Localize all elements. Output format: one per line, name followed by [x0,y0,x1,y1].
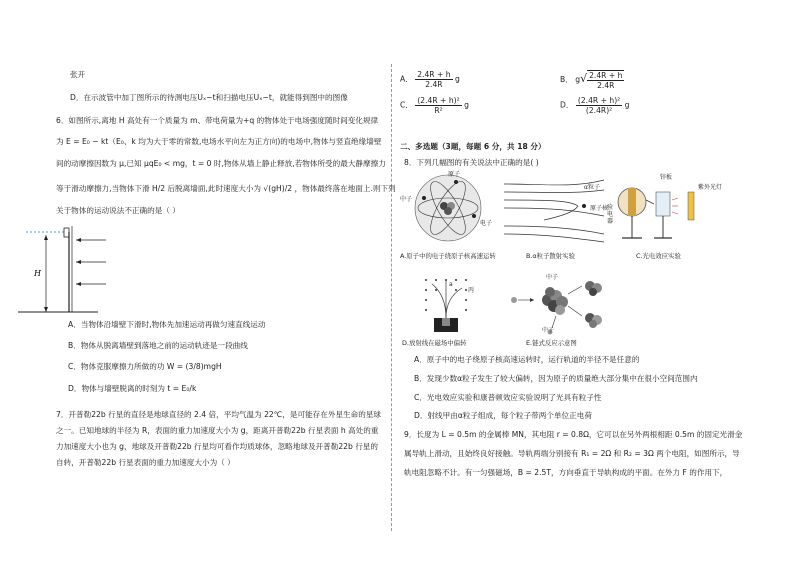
q8-stem: 8．下列几幅图的有关说法中正确的是( ) [404,158,539,167]
section-2-heading: 二、多选题（3题，每题 6 分，共 18 分） [400,142,546,151]
q6-option-d: D．物体与墙壁脱离的时刻为 t = E₀/k [68,384,197,393]
label-nucleus-2: 原子核 [590,205,609,212]
label-neutron: 中子 [400,196,413,203]
label-a-mark: a [449,281,453,288]
q6-option-b: B．物体从脱离墙壁到落地之前的运动轨迹是一段曲线 [68,341,248,350]
q8-option-a: A．原子中的电子绕原子核高速运转时，运行轨道的半径不是任意的 [414,355,640,364]
q7-line-3: 力加速度大小也为 g，地球及开普勒22b 行星均可看作均质球体，忽略地球及开普勒22b 行星的 [56,442,378,451]
caption-e: E.链式反应示意图 [526,339,577,347]
q7-option-c: C． $\frac{\text{(2.4R + h)²}}{\text{R²}}$ g [400,96,469,115]
q7-line-2: 之一。已知地球的半径为 R，表面的重力加速度大小为 g，距离开普勒22b 行星表面 h 高处的重 [56,426,379,435]
q6-line-1: 6．如图所示,离地 H 高处有一个质量为 m、带电荷量为+q 的物体处于电场强度随时间变化规律 [56,116,379,125]
caption-b: B.α粒子散射实验 [526,252,575,260]
q7-line-1: 7．开普勒22b 行星的直径是地球直径的 2.4 倍，平均气温为 22℃，是可能存在外星生命的星球 [56,410,382,419]
q8-figure-a-atom [404,170,492,248]
label-electron: 电子 [480,220,493,227]
label-neutron-2: 中子 [546,274,559,281]
q7-line-4: 自转，开普勒22b 行星表面的重力加速度大小为（ ） [56,458,235,467]
q8-figure-c-photoelectric [612,176,708,244]
label-zinc-plate: 锌板 [660,174,673,181]
q6-line-2: 为 E = E₀ − kt（E₀、k 均为大于零的常数,电场水平向左为正方向)的电场中,物体与竖直绝缘墙壁 [56,137,382,146]
prev-option-d: D．在示波管中加丁图所示的待测电压Uₓ−t和扫描电压Uₓ−t，就能得到图中的图像 [70,93,348,102]
right-column [400,0,755,561]
q8-figure-e-chain-reaction [504,278,614,336]
q6-option-c: C．物体克服摩擦力所做的功 W = (3/8)mgH [68,362,222,371]
label-electroscope: 验电器 [607,204,614,225]
q6-line-3: 间的动摩擦因数为 μ,已知 μqE₀ < mg，t = 0 时,物体从墙上静止释放,若物体所受的最大静摩擦力 [56,159,386,168]
label-alpha: α粒子 [584,184,600,191]
label-c-mark: 丙 [468,287,475,294]
q6-h-label: H [34,269,41,278]
q7-option-d: D． $\frac{\text{(2.4R + h)²}}{\text{(2.4R)²}}$ g [560,96,630,115]
q9-line-1: 9．长度为 L = 0.5m 的金属棒 MN，其电阻 r = 0.8Ω，它可以在另外两根相距 0.5m 的固定光滑金 [404,430,743,439]
q8-option-b: B．发现少数α粒子发生了较大偏转，因为原子的质量绝大部分集中在很小空间范围内 [414,374,698,383]
caption-a: A.原子中的电子绕原子核高速运转 [400,252,496,260]
q9-line-3: 轨电阻忽略不计。有一匀强磁场，B = 2.5T，方向垂直于导轨构成的平面。在外力 F 的作用下， [404,468,728,477]
label-neutron-3: 中子 [542,327,555,334]
q6-option-a: A．当物体沿墙壁下滑时,物体先加速运动再做匀速直线运动 [68,320,266,329]
caption-c: C.光电效应实验 [636,252,681,260]
q9-line-2: 属导轨上滑动，且始终良好接触。导轨两端分别接有 R₁ = 2Ω 和 R₂ = 3Ω 两个电阻，如图所示，导 [404,449,740,458]
q6-wall-figure [18,222,178,318]
column-divider [391,64,392,531]
q8-option-c: C．光电效应实验和康普顿效应实验说明了光具有粒子性 [414,393,602,402]
q8-option-d: D．射线甲由α粒子组成，每个粒子带两个单位正电荷 [414,411,592,420]
label-nucleus: 原子 [448,171,461,178]
left-column [34,0,396,561]
prev-question-tail: 张开 [70,70,86,79]
q6-line-4: 等于滑动摩擦力,当物体下滑 H/2 后脱离墙面,此时速度大小为 √(gH)/2 ，物体最终落在地面上.则下列 [56,184,396,193]
caption-d: D.放射线在磁场中偏转 [402,339,467,347]
q6-line-5: 关于物体的运动说法不正确的是（ ） [56,206,180,215]
q7-option-b: B． g√ $\frac{2.4R + h}{2.4R}$ [560,71,623,90]
q7-option-a: A． $\frac{2.4R + h}{2.4R}$ g [400,70,460,89]
label-uv-lamp: 紫外光灯 [698,184,723,191]
